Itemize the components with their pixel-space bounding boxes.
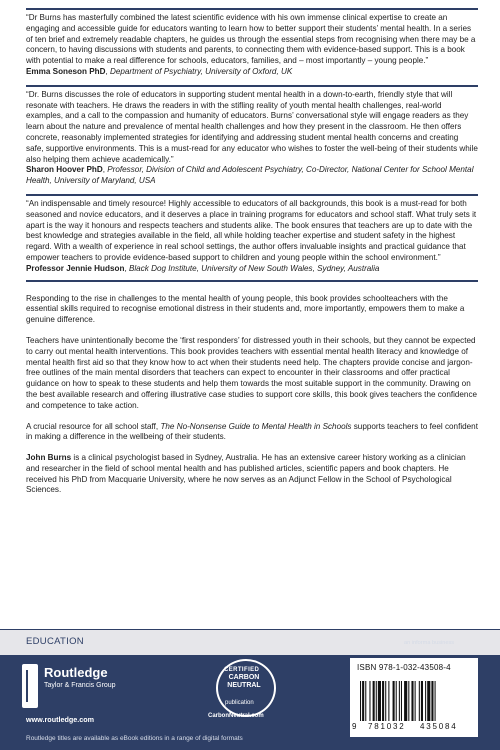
book-title: The No-Nonsense Guide to Mental Health in Schools	[160, 421, 352, 431]
author-name: John Burns	[26, 453, 72, 463]
description-paragraph: Teachers have unintentionally become the ‘first responders’ for distressed youth in their schools, but they cannot be expected to carry out mental health interventions. This book provides teachers with essential mental health literacy and knowledge of mental health first aid so that they know how to act when their students need help. The chapters provide concise and jargon-free outlines of the main mental disorders that teachers can expect to encounter in their classrooms and offer practical guidance on how to speak to these students and help them towards the most suitable support in the community. Drawing on the best available research and offering illustrative case studies to support core skills, this book gives teachers the confidence and competence to take action.	[26, 335, 478, 410]
publisher-website[interactable]: www.routledge.com	[26, 715, 95, 724]
carbon-neutral-site: CarbonNeutral.com	[208, 713, 264, 719]
description-paragraph	[26, 422, 478, 444]
publication-label: publication	[225, 700, 254, 706]
endorser-affiliation: Department of Psychiatry, University of Oxford, UK	[109, 66, 293, 76]
endorser-affiliation: Professor, Division of Child and Adolescent Psychiatry, Co-Director, National Center for School Mental Health, University of Maryland, USA	[26, 165, 474, 186]
isbn-barcode-box	[350, 658, 478, 737]
certified-label: CERTIFIED	[224, 667, 260, 673]
endorsement-attribution: Emma Soneson PhD, Department of Psychiatry, University of Oxford, UK	[26, 66, 293, 76]
endorsement-1	[26, 8, 478, 78]
description-paragraph: Responding to the rise in challenges to the mental health of young people, this book provides schoolteachers with the essential skills required to recognise emotional distress in their students and, more importantly, empowers them to make a genuine difference.	[26, 293, 465, 325]
barcode-digit-lead: 9	[352, 722, 357, 731]
barcode-digits-right: 435084	[420, 722, 458, 731]
endorsement-attribution: Sharon Hoover PhD, Professor, Division of Child and Adolescent Psychiatry, Co-Director, National Center for School Mental Health, University of Maryland, USA	[26, 165, 474, 186]
ebook-note: Routledge titles are available as eBook editions in a range of digital formats	[26, 735, 243, 742]
barcode-digits-left: 781032	[368, 722, 406, 731]
publisher-name: Routledge	[44, 665, 108, 680]
description-lead: A crucial resource for all school staff,	[26, 421, 161, 431]
endorser-affiliation: Black Dog Institute, University of New South Wales, Sydney, Australia	[128, 263, 380, 273]
author-bio-text: is a clinical psychologist based in Sydney, Australia. He has an extensive career history working as a clinician and researcher in the field of school mental health and has published articles, scientific papers and book chapters. He received his PhD from Macquarie University, where he now serves as an Adjunct Fellow in the School of Psychological Sciences.	[26, 453, 466, 495]
carbon-neutral-label: CARBON NEUTRAL	[227, 674, 261, 689]
endorsement-3	[26, 194, 478, 282]
isbn-number: ISBN 978-1-032-43508-4	[357, 663, 451, 672]
endorsement-text: “Dr Burns has masterfully combined the latest scientific evidence with his own immense clinical expertise to create an engaging and accessible guide for educators wanting to learn how to better support their students’ mental health. In a series of ten brief and extremely readable chapters, he guides us through the essential steps from recognising when there may be a concern, to having discussions with students and parents, to connecting them with evidence-based support. This is a book with potential to make a real difference for schools, educators, families, and – most importantly – young people.”	[26, 13, 476, 66]
subject-category: EDUCATION	[26, 636, 84, 647]
endorser-name: Sharon Hoover PhD	[26, 165, 103, 175]
informa-tagline: an informa business	[404, 640, 455, 646]
publisher-footer	[0, 629, 500, 750]
endorser-name: Professor Jennie Hudson	[26, 263, 125, 273]
endorsement-attribution: Professor Jennie Hudson, Black Dog Institute, University of New South Wales, Sydney, Australia	[26, 263, 380, 273]
author-bio	[26, 453, 478, 496]
barcode-icon	[360, 681, 468, 723]
back-cover-text	[26, 8, 478, 506]
endorsement-text: “An indispensable and timely resource! Highly accessible to educators of all backgrounds, this book is a must-read for both seasoned and novice educators, and it deserves a place in training programs for educators and school staff. What truly sets it apart is the way it honours and respects teachers and students alike. The book ensures that teachers are up to date with the best knowledge and strategies available in the field, all while holding teacher expertise and student safety in the highest regard. With a wealth of experience in real school settings, the author offers invaluable insights and practical guidance that empower teachers to provide evidence-based support to children and young people within the school environment.”	[26, 198, 477, 262]
endorser-name: Emma Soneson PhD	[26, 66, 106, 76]
publisher-group: Taylor & Francis Group	[44, 682, 116, 689]
description-tail: supports teachers to feel confident in making a difference in the wellbeing of their students.	[26, 421, 478, 442]
routledge-logo-icon	[22, 664, 38, 708]
endorsement-2	[26, 85, 478, 187]
endorsement-text: “Dr. Burns discusses the role of educators in supporting student mental health in a down-to-earth, friendly style that will resonate with teachers. He draws the readers in with the stifling reality of youth mental health challenges, real-world examples, and a call to the compassion and humanity of educators. Burns’ conversational style will engage readers as they learn about the nature and prevalence of mental health challenges and how they present in the classroom. He then offers concrete, reasonably implemented strategies for identifying and addressing student mental health concerns and creating safe, supportive environments. This is a must-read for any educator who wishes to foster the well-being of their students while also helping them achieve academically.”	[26, 89, 478, 164]
